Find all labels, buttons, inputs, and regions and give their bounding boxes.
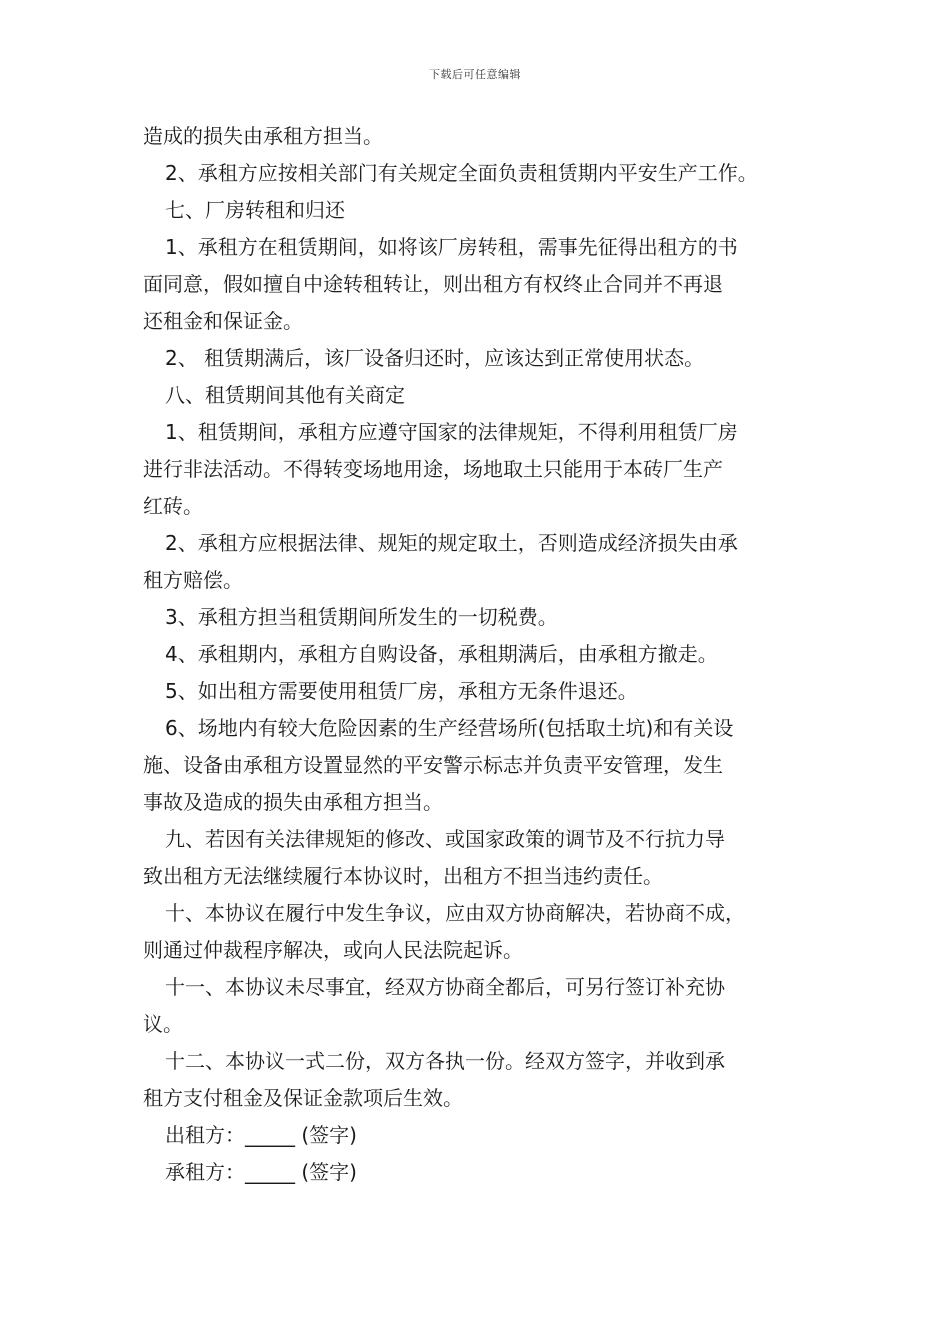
text-line: 还租金和保证金。	[143, 309, 303, 333]
text-line: 4、承租期内，承租方自购设备，承租期满后，由承租方撤走。	[165, 642, 718, 666]
text-line: 2、 租赁期满后，该厂设备归还时，应该达到正常使用状态。	[165, 346, 705, 370]
text-line: 6、场地内有较大危险因素的生产经营场所(包括取土坑)和有关设	[165, 716, 734, 740]
text-line: 进行非法活动。不得转变场地用途，场地取土只能用于本砖厂生产	[143, 457, 723, 481]
text-line: 1、租赁期间，承租方应遵守国家的法律规矩，不得利用租赁厂房	[165, 420, 738, 444]
text-line: 造成的损失由承租方担当。	[143, 124, 383, 148]
text-line: 1、承租方在租赁期间，如将该厂房转租，需事先征得出租方的书	[165, 235, 738, 259]
section-heading: 九、若因有关法律规矩的修改、或国家政策的调节及不行抗力导	[165, 827, 725, 851]
text-line: 租方支付租金及保证金款项后生效。	[143, 1086, 463, 1110]
document-body	[143, 118, 813, 1191]
text-line: 红砖。	[143, 494, 203, 518]
text-line: 致出租方无法继续履行本协议时，出租方不担当违约责任。	[143, 864, 663, 888]
lessor-signature-line: 出租方：_____ (签字)	[165, 1123, 357, 1147]
text-line: 则通过仲裁程序解决，或向人民法院起诉。	[143, 938, 523, 962]
page-header-note: 下载后可任意编辑	[429, 68, 521, 81]
lessee-signature-line: 承租方：_____ (签字)	[165, 1160, 357, 1184]
section-heading: 七、厂房转租和归还	[165, 198, 345, 222]
text-line: 2、承租方应根据法律、规矩的规定取土，否则造成经济损失由承	[165, 531, 738, 555]
section-heading: 十一、本协议未尽事宜，经双方协商全都后，可另行签订补充协	[165, 975, 725, 999]
text-line: 租方赔偿。	[143, 568, 243, 592]
text-line: 面同意，假如擅自中途转租转让，则出租方有权终止合同并不再退	[143, 272, 723, 296]
text-line: 5、如出租方需要使用租赁厂房，承租方无条件退还。	[165, 679, 638, 703]
section-heading: 十二、本协议一式二份，双方各执一份。经双方签字，并收到承	[165, 1049, 725, 1073]
section-heading: 十、本协议在履行中发生争议，应由双方协商解决，若协商不成，	[165, 901, 745, 925]
section-heading: 八、租赁期间其他有关商定	[165, 383, 405, 407]
text-line: 事故及造成的损失由承租方担当。	[143, 790, 443, 814]
text-line: 议。	[143, 1012, 183, 1036]
text-line: 2、承租方应按相关部门有关规定全面负责租赁期内平安生产工作。	[165, 161, 758, 185]
text-line: 施、设备由承租方设置显然的平安警示标志并负责平安管理，发生	[143, 753, 723, 777]
text-line: 3、承租方担当租赁期间所发生的一切税费。	[165, 605, 558, 629]
